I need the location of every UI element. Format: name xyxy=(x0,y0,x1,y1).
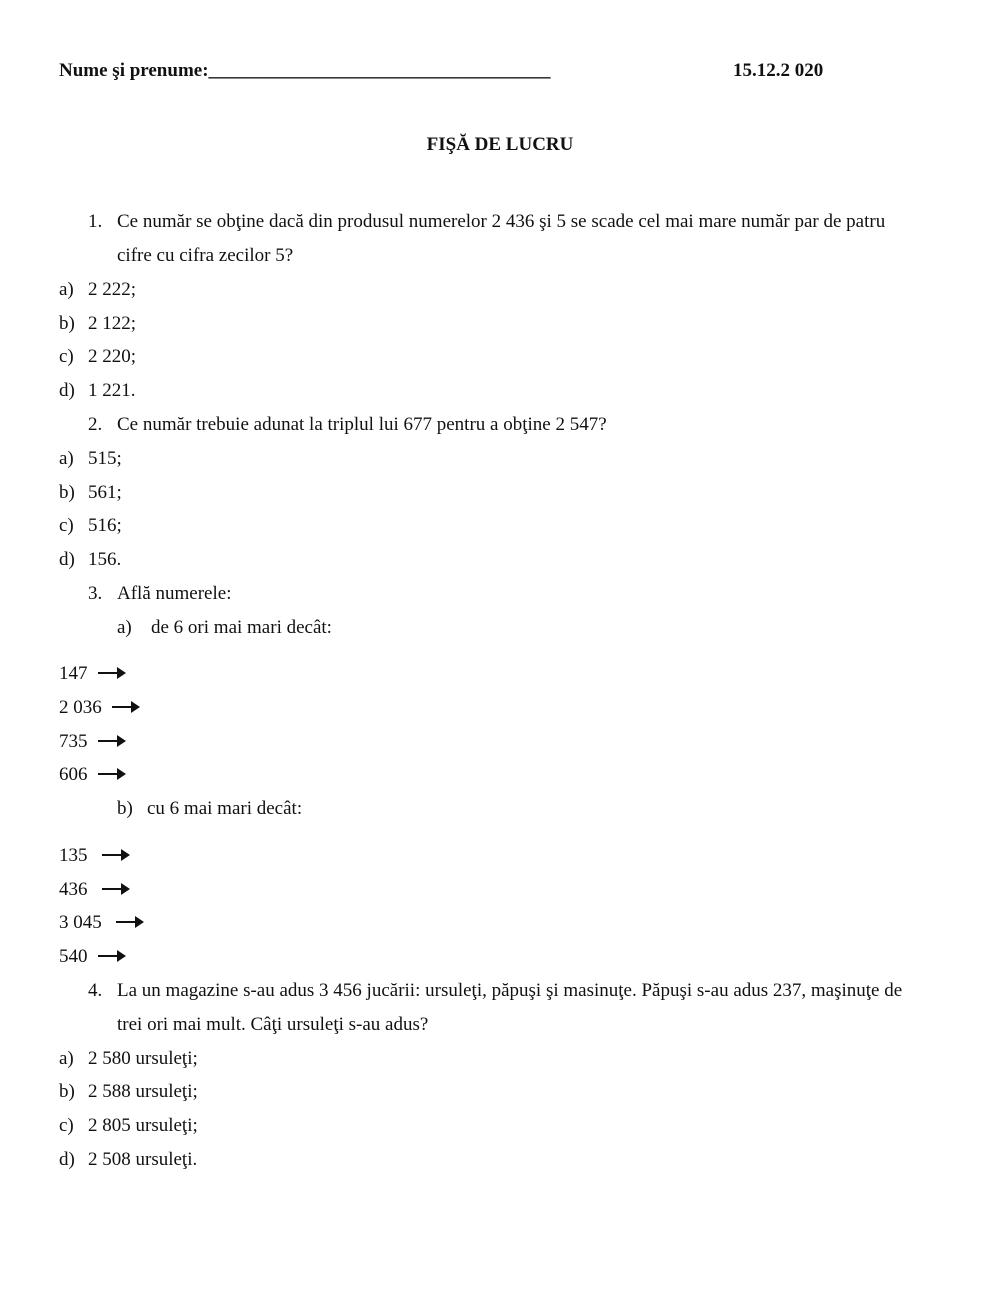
answer-row[interactable] xyxy=(59,731,124,753)
page-title: FIŞĂ DE LUCRU xyxy=(426,134,574,155)
option-text: 156. xyxy=(88,549,122,570)
answer-row[interactable] xyxy=(59,764,124,786)
option-letter: a) xyxy=(59,279,74,300)
part-letter: a) xyxy=(117,617,132,638)
part-letter: b) xyxy=(117,798,133,819)
arrow-right-icon xyxy=(98,672,124,674)
option-letter: d) xyxy=(59,1149,75,1170)
option-4b[interactable] xyxy=(59,1081,198,1103)
question-3 xyxy=(88,583,231,605)
question-number: 1. xyxy=(88,211,103,232)
option-4a[interactable] xyxy=(59,1048,198,1070)
name-label: Nume şi prenume: xyxy=(59,60,209,81)
date: 15.12.2 020 xyxy=(733,60,824,81)
arrow-right-icon xyxy=(98,740,124,742)
question-number: 2. xyxy=(88,414,103,435)
answer-row[interactable] xyxy=(59,663,124,685)
question-4 xyxy=(88,980,902,1002)
option-text: 561; xyxy=(88,482,122,503)
arrow-right-icon xyxy=(102,888,128,890)
option-text: 2 588 ursuleţi; xyxy=(88,1081,198,1102)
arrow-right-icon xyxy=(98,955,124,957)
option-1a[interactable] xyxy=(59,279,136,301)
option-text: 2 805 ursuleţi; xyxy=(88,1115,198,1136)
option-text: 2 222; xyxy=(88,279,137,300)
given-number: 540 xyxy=(59,946,88,967)
option-text: 515; xyxy=(88,448,122,469)
option-letter: b) xyxy=(59,482,75,503)
question-text: Ce număr trebuie adunat la triplul lui 677 pentru a obţine 2 547? xyxy=(117,414,607,435)
option-2b[interactable] xyxy=(59,482,122,504)
question-1 xyxy=(88,211,885,233)
option-text: 2 508 ursuleţi. xyxy=(88,1149,198,1170)
option-letter: c) xyxy=(59,346,74,367)
option-4d[interactable] xyxy=(59,1149,197,1171)
arrow-right-icon xyxy=(116,921,142,923)
option-text: 2 580 ursuleţi; xyxy=(88,1048,198,1069)
option-1b[interactable] xyxy=(59,313,136,335)
given-number: 436 xyxy=(59,879,88,900)
option-letter: b) xyxy=(59,1081,75,1102)
option-2d[interactable] xyxy=(59,549,121,571)
name-blank-line[interactable]: ____________________________________ xyxy=(208,60,551,81)
option-text: 2 220; xyxy=(88,346,137,367)
given-number: 3 045 xyxy=(59,912,102,933)
question-3-part-a xyxy=(117,617,332,639)
option-1c[interactable] xyxy=(59,346,136,368)
option-2a[interactable] xyxy=(59,448,122,470)
part-text: cu 6 mai mari decât: xyxy=(147,798,303,819)
given-number: 606 xyxy=(59,764,88,785)
option-letter: c) xyxy=(59,1115,74,1136)
arrow-right-icon xyxy=(102,854,128,856)
answer-row[interactable] xyxy=(59,912,142,934)
given-number: 147 xyxy=(59,663,88,684)
option-1d[interactable] xyxy=(59,380,136,402)
answer-row[interactable] xyxy=(59,946,124,968)
option-letter: a) xyxy=(59,448,74,469)
part-text: de 6 ori mai mari decât: xyxy=(151,617,332,638)
question-3-part-b xyxy=(117,798,302,820)
option-letter: d) xyxy=(59,549,75,570)
name-field xyxy=(59,60,551,82)
answer-row[interactable] xyxy=(59,879,128,901)
option-2c[interactable] xyxy=(59,515,122,537)
option-letter: b) xyxy=(59,313,75,334)
question-text: La un magazine s-au adus 3 456 jucării: ursuleţi, păpuşi şi masinuţe. Păpuşi s-au adus 237, maşinuţe de xyxy=(117,980,903,1001)
question-number: 4. xyxy=(88,980,103,1001)
given-number: 135 xyxy=(59,845,88,866)
given-number: 2 036 xyxy=(59,697,102,718)
question-text: Ce număr se obţine dacă din produsul numerelor 2 436 şi 5 se scade cel mai mare număr par de patru xyxy=(117,211,886,232)
option-letter: c) xyxy=(59,515,74,536)
option-letter: d) xyxy=(59,380,75,401)
option-text: 2 122; xyxy=(88,313,137,334)
arrow-right-icon xyxy=(112,706,138,708)
question-2 xyxy=(88,414,607,436)
answer-row[interactable] xyxy=(59,845,128,867)
question-text: Află numerele: xyxy=(117,583,232,604)
question-1-continued: cifre cu cifra zecilor 5? xyxy=(117,245,294,266)
question-4-continued: trei ori mai mult. Câţi ursuleţi s-au adus? xyxy=(117,1014,429,1035)
option-text: 1 221. xyxy=(88,380,136,401)
option-letter: a) xyxy=(59,1048,74,1069)
question-number: 3. xyxy=(88,583,103,604)
given-number: 735 xyxy=(59,731,88,752)
option-text: 516; xyxy=(88,515,122,536)
answer-row[interactable] xyxy=(59,697,138,719)
arrow-right-icon xyxy=(98,773,124,775)
option-4c[interactable] xyxy=(59,1115,198,1137)
